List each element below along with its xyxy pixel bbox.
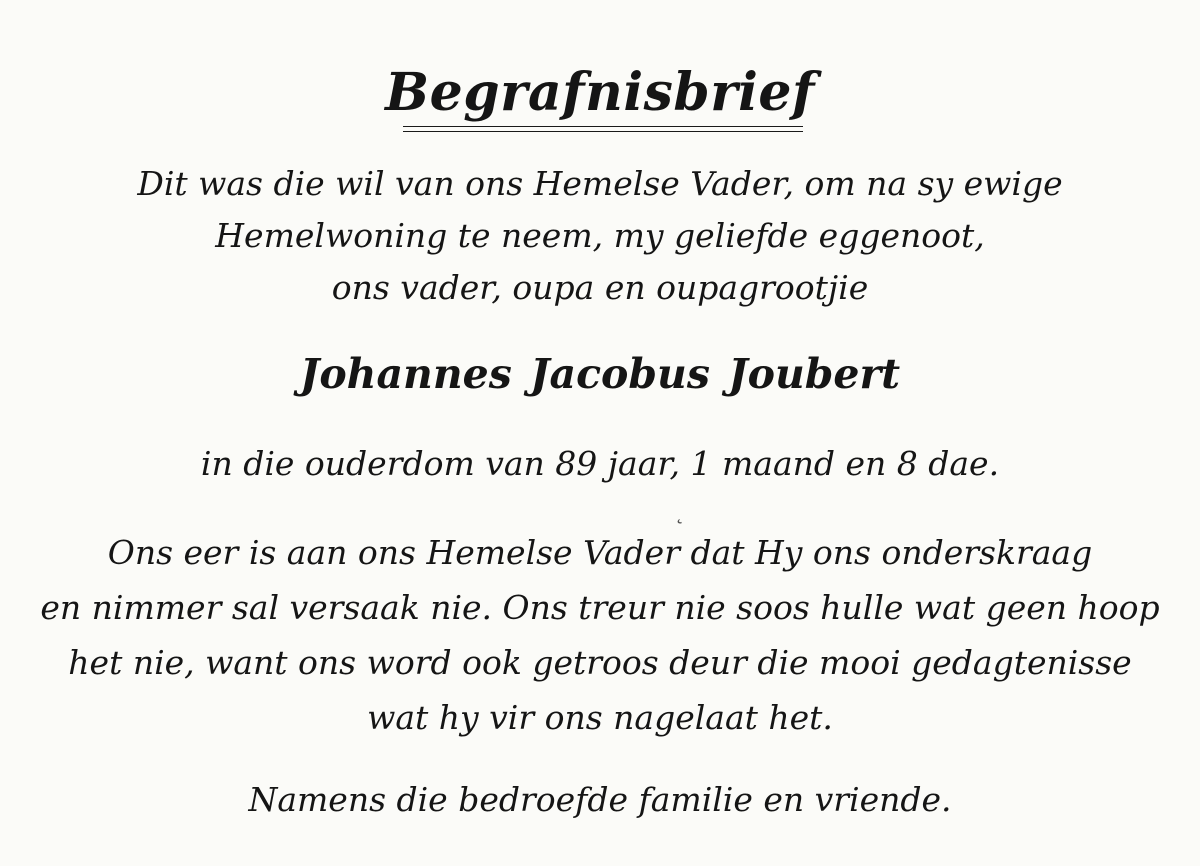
intro-line-3: ons vader, oupa en oupagrootjie xyxy=(331,268,869,307)
closing-line: Namens die bedroefde familie en vriende. xyxy=(248,780,952,819)
letter-title: Begrafnisbrief xyxy=(385,62,815,123)
body-line-2: en nimmer sal versaak nie. Ons treur nie soos hulle wat geen hoop xyxy=(40,588,1160,627)
title-underline-bottom xyxy=(403,131,803,132)
intro-line-1: Dit was die wil van ons Hemelse Vader, om na sy ewige xyxy=(137,164,1063,203)
body-line-1: Ons eer is aan ons Hemelse Vader dat Hy ons onderskraag xyxy=(107,533,1093,572)
title-underline-top xyxy=(403,126,803,127)
ink-mark: ˛ xyxy=(674,500,685,525)
body-line-4: wat hy vir ons nagelaat het. xyxy=(367,698,833,737)
deceased-name: Johannes Jacobus Joubert xyxy=(299,350,901,398)
age-line: in die ouderdom van 89 jaar, 1 maand en 8 dae. xyxy=(200,444,1000,483)
intro-line-2: Hemelwoning te neem, my geliefde eggenoot, xyxy=(215,216,985,255)
body-line-3: het nie, want ons word ook getroos deur die mooi gedagtenisse xyxy=(68,643,1132,682)
